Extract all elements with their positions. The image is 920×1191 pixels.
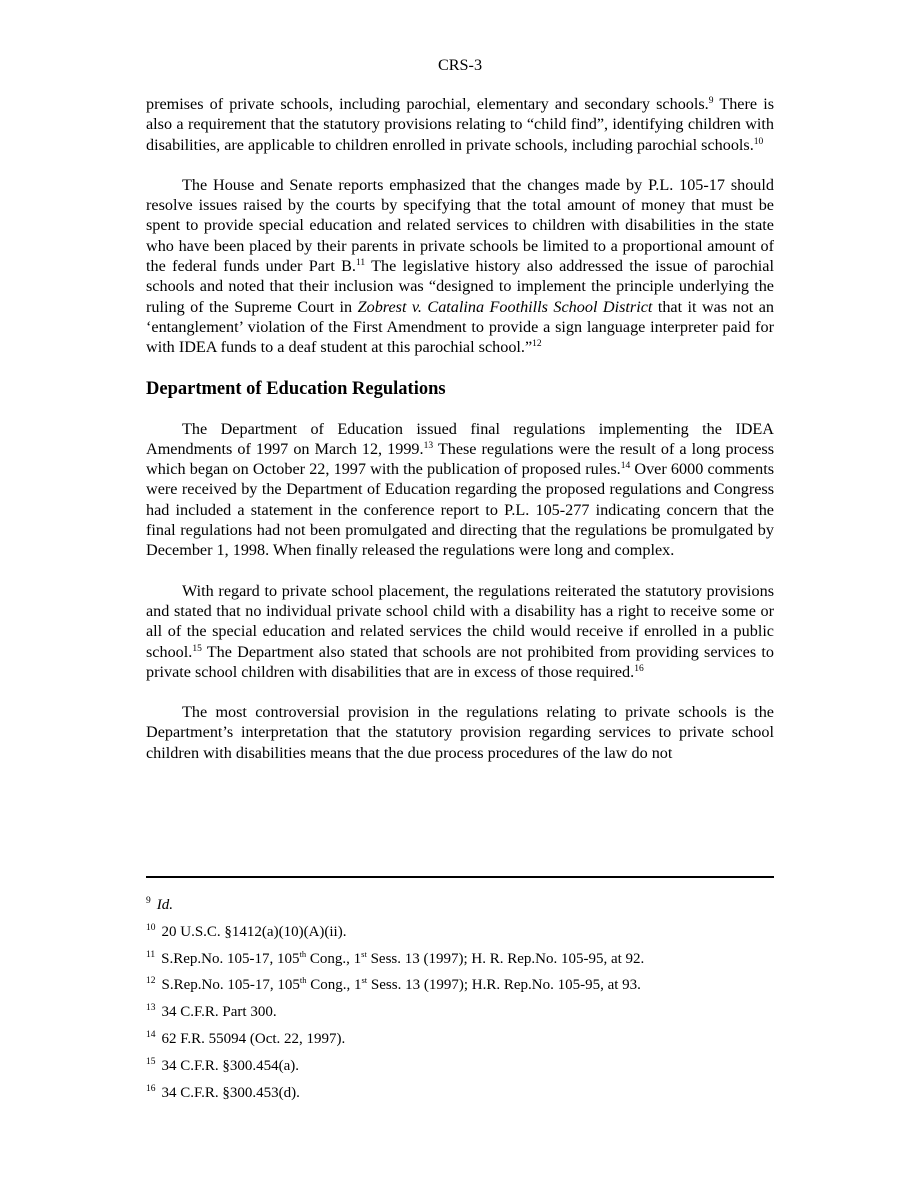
footnote-number: 15 xyxy=(146,1056,156,1067)
footnote-number: 12 xyxy=(146,976,156,987)
paragraph-4 xyxy=(146,581,774,682)
paragraph-1 xyxy=(146,94,774,155)
footnote-divider xyxy=(146,876,774,878)
footnote-text: Id. xyxy=(156,897,173,913)
text: Over 6000 comments were received by the Department of Education regarding the proposed regulations and Congress had included a statement in the conference report to P.L. 105-277 indicating concern that the final regulations had not been promulgated and directing that the regulations be promulgated by December 1, 1998. When finally released the regulations were long and complex. xyxy=(146,460,774,560)
footnote-text: Sess. 13 (1997); H.R. Rep.No. 105-95, at 93. xyxy=(367,977,641,994)
footnote xyxy=(146,1030,774,1049)
footnote-text: Sess. 13 (1997); H. R. Rep.No. 105-95, at 92. xyxy=(366,950,645,967)
footnote-text: 34 C.F.R. §300.453(d). xyxy=(161,1084,300,1101)
ordinal-suffix: th xyxy=(299,975,307,986)
footnote-text: 62 F.R. 55094 (Oct. 22, 1997). xyxy=(161,1030,346,1047)
section-heading: Department of Education Regulations xyxy=(146,378,446,399)
ordinal-suffix: th xyxy=(299,948,307,959)
text: The Department also stated that schools are not prohibited from providing services to private school children with disabilities that are in excess of those required. xyxy=(146,642,774,681)
footnote-ref: 14 xyxy=(620,461,631,472)
footnote-ref: 11 xyxy=(355,258,366,269)
footnote-ref: 16 xyxy=(634,663,644,674)
footnote-text: S.Rep.No. 105-17, 105 xyxy=(161,950,300,967)
footnote-ref: 9 xyxy=(708,96,714,106)
footnote-ref: 13 xyxy=(423,440,434,451)
page-number: CRS-3 xyxy=(437,56,483,74)
footnote-number: 14 xyxy=(146,1029,156,1040)
footnote-text: 34 C.F.R. Part 300. xyxy=(161,1004,277,1021)
footnote xyxy=(146,1003,774,1022)
paragraph-3 xyxy=(146,419,774,561)
text: premises of private schools, including parochial, elementary and secondary schools. xyxy=(146,95,709,113)
footnote-text: 34 C.F.R. §300.454(a). xyxy=(161,1057,300,1074)
paragraph-5 xyxy=(146,702,774,763)
text: There is also a requirement that the statutory provisions relating to “child find”, identifying children with disabilities, are applicable to children enrolled in private schools, including parochial schools. xyxy=(146,95,775,154)
footnote xyxy=(146,896,774,915)
footnote-text: Cong., 1 xyxy=(306,950,362,967)
text: The House and Senate reports emphasized that the changes made by P.L. 105-17 should resolve issues raised by the courts by specifying that the total amount of money that must be spent to provide special education and related services to children with disabilities in the state who have been placed by their parents in private schools be limited to a proportional amount of the federal funds under Part B. xyxy=(146,175,774,276)
text: that it was not an ‘entanglement’ violation of the First Amendment to provide a sign language interpreter paid for with IDEA funds to a deaf student at this parochial school.” xyxy=(146,297,775,357)
footnote xyxy=(146,1084,774,1103)
footnote-number: 10 xyxy=(146,922,156,933)
footnote-number: 9 xyxy=(146,896,151,906)
text: The legislative history also addressed the issue of parochial schools and noted that their inclusion was “designed to implement the principle underlying the ruling of the Supreme Court in xyxy=(146,257,774,316)
document-body xyxy=(146,94,774,763)
footnote-ref: 10 xyxy=(753,136,764,147)
footnote xyxy=(146,923,774,942)
footnote-text: Cong., 1 xyxy=(306,977,362,994)
text: The most controversial provision in the regulations relating to private schools is the Department’s interpretation that the statutory provision regarding services to private school children with disabilities means that the due process procedures of the law do not xyxy=(146,703,774,762)
footnote xyxy=(146,976,774,995)
footnote-text: 20 U.S.C. §1412(a)(10)(A)(ii). xyxy=(161,923,347,940)
footnote-number: 16 xyxy=(146,1083,156,1094)
footnote xyxy=(146,950,774,969)
paragraph-2 xyxy=(146,175,774,358)
footnote xyxy=(146,1057,774,1076)
footnote-ref: 12 xyxy=(532,339,542,350)
footnote-text: S.Rep.No. 105-17, 105 xyxy=(161,977,300,994)
text: The Department of Education issued final regulations implementing the IDEA Amendments of 1997 on March 12, 1999. xyxy=(146,419,774,458)
footnote-number: 13 xyxy=(146,1003,156,1014)
footnote-number: 11 xyxy=(146,949,156,960)
footnote-ref: 15 xyxy=(192,643,202,654)
text: These regulations were the result of a long process which began on October 22, 1997 with the publication of proposed rules. xyxy=(146,439,774,479)
ordinal-suffix: st xyxy=(361,948,367,959)
footnotes xyxy=(146,896,774,1110)
ordinal-suffix: st xyxy=(361,975,368,986)
case-name: Zobrest v. Catalina Foothills School District xyxy=(357,297,653,316)
text: With regard to private school placement, the regulations reiterated the statutory provisions and stated that no individual private school child with a disability has a right to receive some or all of the special education and related services the child would receive if enrolled in a public school. xyxy=(146,581,774,661)
